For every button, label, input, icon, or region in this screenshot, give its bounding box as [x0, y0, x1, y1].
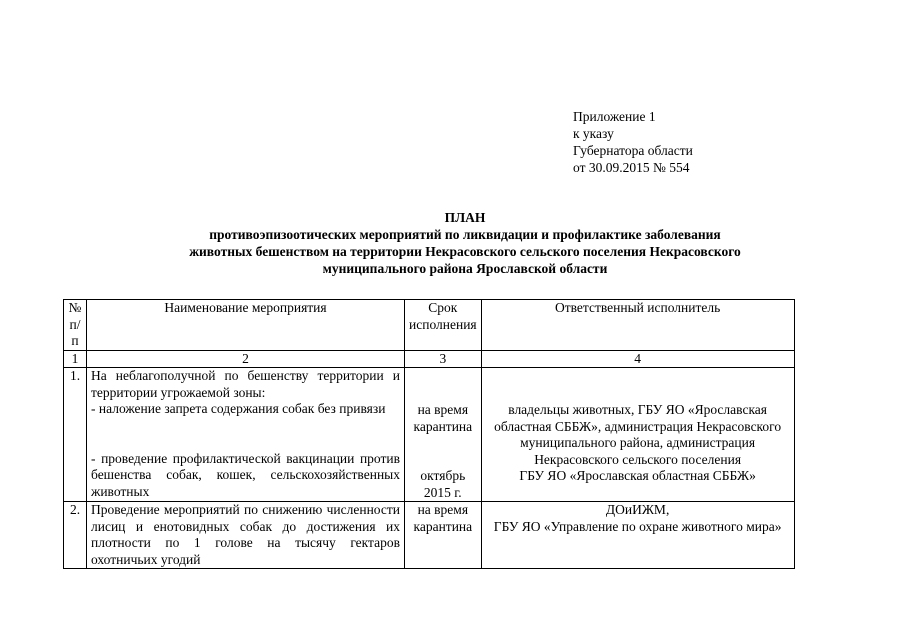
activity-cell — [87, 502, 405, 569]
responsible-line-2: ГБУ ЯО «Управление по охране животного мира» — [493, 518, 782, 534]
responsible-b: ГБУ ЯО «Ярославская областная СББЖ» — [519, 468, 756, 483]
column-number-row — [64, 350, 795, 368]
responsible-cell — [481, 368, 794, 502]
document-title — [110, 209, 820, 277]
header-responsible: Ответственный исполнитель — [481, 300, 794, 351]
activity-item-b: - проведение профилактической вакцинации против бешенства собак, кошек, сельскохозяйственных животных — [91, 450, 400, 499]
responsible-a: владельцы животных, ГБУ ЯО «Ярославская областная СББЖ», администрация Некрасовского муниципального района, администрация Некрасовского сельского поселения — [494, 402, 782, 467]
column-number: 1 — [64, 350, 87, 368]
appendix-line-3: Губернатора области — [573, 143, 693, 158]
activity-text: Проведение мероприятий по снижению численности лисиц и енотовидных собак до достижения их плотности по 1 голове на тысячу гектаров охотничьих угодий — [91, 502, 400, 567]
column-number: 3 — [405, 350, 482, 368]
row-number: 2. — [64, 502, 87, 569]
activity-intro: На неблагополучной по бешенству территории и территории угрожаемой зоны: — [91, 368, 400, 400]
column-number: 4 — [481, 350, 794, 368]
title-line-3: муниципального района Ярославской области — [322, 261, 608, 276]
header-term: Срок исполнения — [405, 300, 482, 351]
term-b: октябрь 2015 г. — [420, 468, 466, 500]
table-header-row — [64, 300, 795, 351]
term-a: на время карантина — [413, 402, 473, 434]
header-num: № п/п — [64, 300, 87, 351]
appendix-line-2: к указу — [573, 126, 614, 141]
table-row — [64, 502, 795, 569]
term-cell: на время карантина — [405, 502, 482, 569]
term-cell — [405, 368, 482, 502]
appendix-line-4: от 30.09.2015 № 554 — [573, 160, 690, 175]
responsible-cell — [481, 502, 794, 569]
activity-item-a: - наложение запрета содержания собак без привязи — [91, 401, 386, 416]
title-main: ПЛАН — [444, 210, 486, 225]
activity-cell — [87, 368, 405, 502]
table-row — [64, 368, 795, 502]
title-line-2: животных бешенством на территории Некрасовского сельского поселения Некрасовского — [189, 244, 741, 259]
responsible-line-1: ДОиИЖМ, — [605, 502, 670, 517]
row-number: 1. — [64, 368, 87, 502]
plan-table — [63, 299, 795, 569]
appendix-line-1: Приложение 1 — [573, 109, 656, 124]
column-number: 2 — [87, 350, 405, 368]
title-line-1: противоэпизоотических мероприятий по ликвидации и профилактике заболевания — [209, 227, 721, 242]
header-name: Наименование мероприятия — [87, 300, 405, 351]
appendix-block — [573, 108, 693, 176]
